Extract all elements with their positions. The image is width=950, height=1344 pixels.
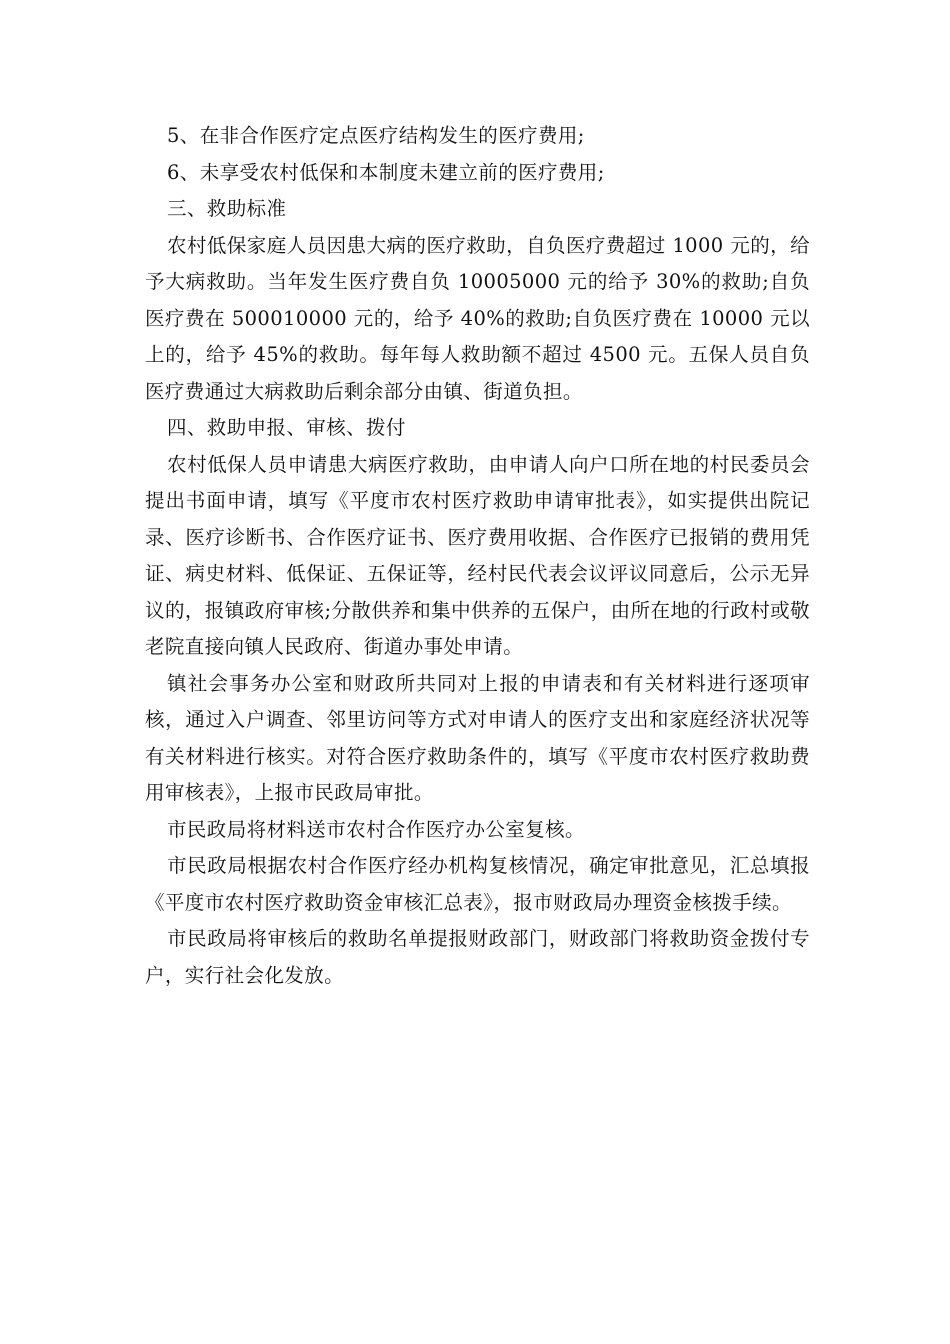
body-paragraph: 市民政局根据农村合作医疗经办机构复核情况，确定审批意见，汇总填报《平度市农村医疗救助资金审核汇总表》，报市财政局办理资金核拨手续。 [145, 854, 810, 914]
list-item: 5、在非合作医疗定点医疗结构发生的医疗费用; [167, 124, 585, 147]
list-item: 6、未享受农村低保和本制度未建立前的医疗费用; [167, 160, 605, 184]
section-heading: 四、救助申报、审核、拨付 [167, 416, 406, 439]
body-paragraph: 市民政局将材料送市农村合作医疗办公室复核。 [167, 817, 585, 841]
body-paragraph: 镇社会事务办公室和财政所共同对上报的申请表和有关材料进行逐项审核，通过入户调查、邻里访问等方式对申请人的医疗支出和家庭经济状况等有关材料进行核实。对符合医疗救助条件的，填写《平度市农村医疗救助费用审核表》，上报市民政局审批。 [145, 671, 810, 804]
body-paragraph: 农村低保家庭人员因患大病的医疗救助，自负医疗费超过 1000 元的，给予大病救助。当年发生医疗费自负 10005000 元的给予 30%的救助;自负医疗费在 500010000 元的，给予 40%的救助;自负医疗费在 10000 元以上的，给予 45%的救助。每年每人救助额不超过 4500 元。五保人员自负医疗费通过大病救助后剩余部分由镇、街道负担。 [145, 233, 810, 403]
section-heading: 三、救助标准 [167, 197, 287, 220]
body-paragraph: 市民政局将审核后的救助名单提报财政部门，财政部门将救助资金拨付专户，实行社会化发放。 [145, 927, 810, 987]
body-paragraph: 农村低保人员申请患大病医疗救助，由申请人向户口所在地的村民委员会提出书面申请，填写《平度市农村医疗救助申请审批表》，如实提供出院记录、医疗诊断书、合作医疗证书、医疗费用收据、合作医疗已报销的费用凭证、病史材料、低保证、五保证等，经村民代表会议评议同意后，公示无异议的，报镇政府审核;分散供养和集中供养的五保户，由所在地的行政村或敬老院直接向镇人民政府、街道办事处申请。 [145, 452, 810, 658]
document-body [145, 118, 810, 994]
